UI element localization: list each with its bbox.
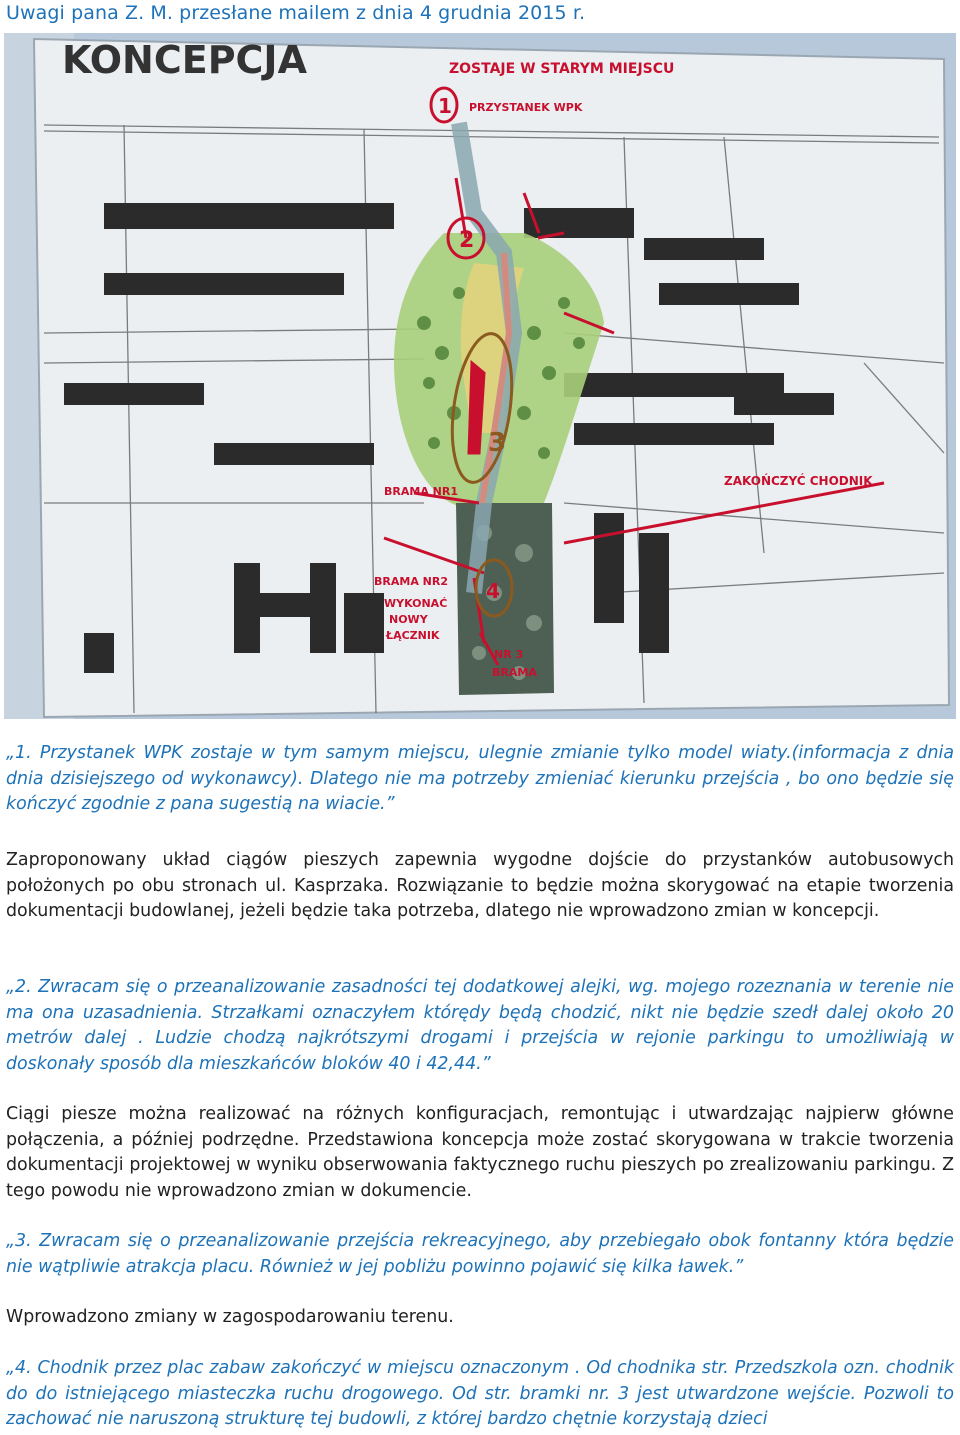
- annotation-number-1: 1: [438, 94, 452, 118]
- map-heading: KONCEPCJA: [62, 38, 307, 82]
- annotation-gate-1: BRAMA NR1: [384, 485, 458, 498]
- annotation-stays: ZOSTAJE W STARYM MIEJSCU: [449, 61, 675, 77]
- annotation-number-3: 3: [488, 428, 507, 458]
- annotation-number-4: 4: [486, 579, 500, 603]
- response-3: Wprowadzono zmiany w zagospodarowaniu terenu.: [6, 1307, 454, 1327]
- remark-3: „3. Zwracam się o przeanalizowanie przejścia rekreacyjnego, aby przebiegało obok fontanny która będzie nie wątpliwie atrakcja placu. Również w jej pobliżu powinno pojawić się kilka ławek.”: [6, 1231, 954, 1277]
- response-2: Ciągi piesze można realizować na różnych konfiguracjach, remontując i utwardzając najpierw główne połączenia, a później podrzędne. Przedstawiona koncepcja może zostać skorygowana w trakcie tworzenia dokumentacji projektowej w wyniku obserwowania faktycznego ruchu pieszych po zrealizowaniu parkingu. Z tego powodu nie wprowadzono zmian w dokumencie.: [6, 1104, 954, 1201]
- annotation-bus-stop: PRZYSTANEK WPK: [469, 101, 583, 114]
- page-title: Uwagi pana Z. M. przesłane mailem z dnia 4 grudnia 2015 r.: [6, 2, 586, 24]
- remark-2: „2. Zwracam się o przeanalizowanie zasadności tej dodatkowej alejki, wg. mojego rozeznania w terenie nie ma ona uzasadnienia. Strzałkami oznaczyłem którędy będą chodzić, nikt nie będzie szedł dalej około 20 metrów dalej . Ludzie chodzą najkrótszymi drogami i przejścia w rejonie parkingu to umożliwiają w doskonały sposób dla mieszkańców bloków 40 i 42,44.”: [6, 977, 954, 1074]
- annotation-gate-3: BRAMA: [492, 666, 537, 679]
- remark-1: „1. Przystanek WPK zostaje w tym samym miejscu, ulegnie zmianie tylko model wiaty.(informacja z dnia dnia dzisiejszego od wykonawcy). Dlatego nie ma potrzeby zmieniać kierunku przejścia , bo ono będzie się kończyć zgodnie z pana sugestią na wiacie.”: [6, 743, 954, 814]
- annotation-end-sidewalk: ZAKOŃCZYĆ CHODNIK: [724, 474, 873, 488]
- annotation-number-2: 2: [459, 228, 475, 253]
- remark-4: „4. Chodnik przez plac zabaw zakończyć w miejscu oznaczonym . Od chodnika str. Przedszkola ozn. chodnik do do istniejącego miasteczka ruchu drogowego. Od str. bramki nr. 3 jest utwardzone wejście. Pozwoli to zachować nie naruszoną strukturę tej budowli, z której bardzo chętnie korzystają dzieci: [6, 1358, 954, 1429]
- annotation-new: NOWY: [389, 613, 428, 626]
- annotation-nr3: NR 3: [494, 648, 524, 661]
- concept-map-photo: [4, 33, 956, 719]
- annotation-connector: ŁĄCZNIK: [386, 629, 440, 642]
- annotation-do: WYKONAĆ: [384, 597, 448, 610]
- response-1: Zaproponowany układ ciągów pieszych zapewnia wygodne dojście do przystanków autobusowych położonych po obu stronach ul. Kasprzaka. Rozwiązanie to będzie można skorygować na etapie tworzenia dokumentacji budowlanej, jeżeli będzie taka potrzeba, dlatego nie wprowadzono zmian w koncepcji.: [6, 850, 954, 921]
- annotation-gate-2: BRAMA NR2: [374, 575, 448, 588]
